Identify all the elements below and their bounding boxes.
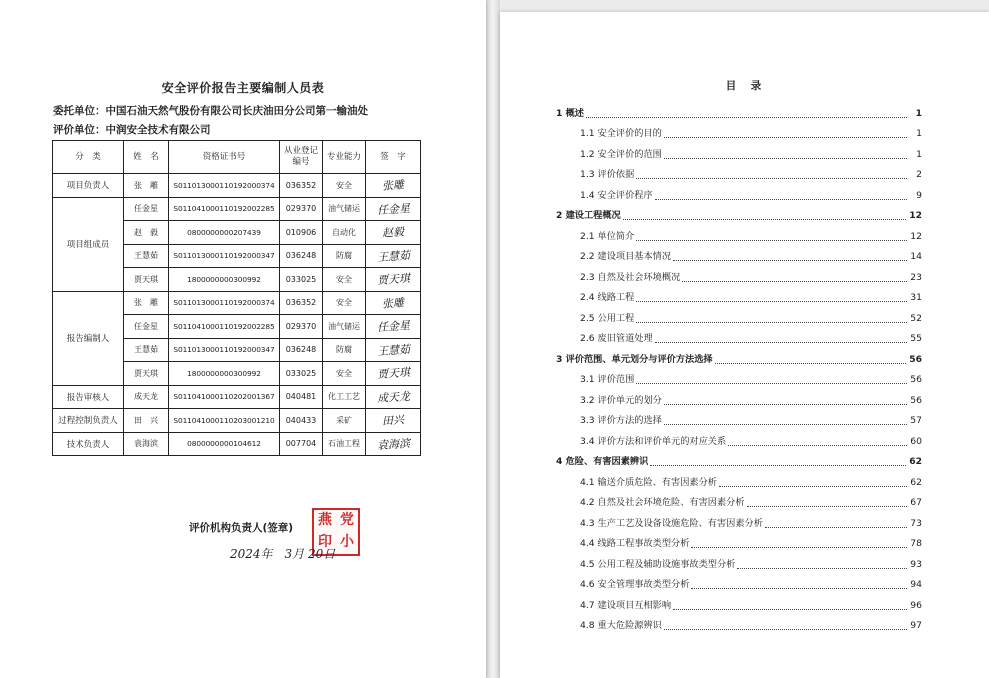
certificate-number: S011041000110192002285 [169,197,280,221]
professional-skill: 防腐 [323,338,366,362]
signature-cell [366,291,421,315]
signing-date: 2024年 3月 20日 [230,547,336,561]
toc-entry-label: 2.1 单位简介 [580,230,635,242]
toc-page-number: 23 [910,271,922,283]
signature-cell [366,385,421,409]
toc-section-entry[interactable] [556,367,922,388]
toc-page-number: 93 [910,558,922,570]
handwritten-signature: 赵毅 [381,225,405,241]
personnel-table [52,140,421,456]
registration-number: 040481 [280,385,323,409]
professional-skill: 化工工艺 [323,385,366,409]
handwritten-signature: 张雕 [381,178,405,194]
toc-entry-label: 4.2 自然及社会环境危险、有害因素分析 [580,497,745,508]
registration-number: 036248 [280,338,323,362]
toc-page-number: 62 [910,476,922,488]
toc-entry-label: 4.1 输送介质危险、有害因素分析 [580,476,717,488]
certificate-number: 1800000000300992 [169,362,280,386]
handwritten-signature: 成天龙 [376,389,410,405]
group-process-control-lead: 过程控制负责人 [53,409,124,433]
signature-cell [366,221,421,245]
toc-leader-dots [664,137,907,138]
toc-page-number: 96 [910,599,922,611]
toc-entry-label: 1.4 安全评价程序 [580,189,653,201]
table-row [53,174,421,198]
toc-chapter-entry[interactable] [556,203,922,224]
toc-section-entry[interactable] [556,469,922,490]
evaluator-unit-line: 评价单位：中润安全技术有限公司 [53,124,211,136]
group-project-lead: 项目负责人 [53,174,124,198]
toc-leader-dots [636,240,907,241]
professional-skill: 石油工程 [323,432,366,456]
certificate-number: S011013000110192000347 [169,244,280,268]
table-header-row [53,141,421,174]
signature-cell [366,409,421,433]
toc-leader-dots [655,199,907,200]
certificate-number: S011013000110192000374 [169,291,280,315]
table-row [53,385,421,409]
signature-cell [366,197,421,221]
professional-skill: 自动化 [323,221,366,245]
toc-page-number: 78 [910,538,922,549]
toc-leader-dots [691,588,907,589]
handwritten-signature: 田兴 [381,413,405,429]
toc-page-number: 1 [916,148,922,160]
toc-section-entry[interactable] [556,428,922,449]
signature-cell [366,174,421,198]
toc-entry-label: 4 危险、有害因素辨识 [556,456,649,467]
certificate-number: 0800000000207439 [169,221,280,245]
certificate-number: 1800000000300992 [169,268,280,292]
toc-entry-label: 4.3 生产工艺及设备设施危险、有害因素分析 [580,517,763,529]
registration-number: 029370 [280,197,323,221]
toc-entry-label: 4.6 安全管理事故类型分析 [580,579,690,590]
toc-leader-dots [664,629,907,630]
toc-leader-dots [664,424,907,425]
professional-skill: 防腐 [323,244,366,268]
signature-cell [366,432,421,456]
person-name: 张 雕 [124,291,169,315]
toc-leader-dots [586,117,907,118]
toc-section-entry[interactable] [556,408,922,429]
toc-chapter-entry[interactable] [556,346,922,367]
toc-section-entry[interactable] [556,244,922,265]
toc-leader-dots [765,527,907,528]
book-gutter [486,0,500,678]
registration-number: 036248 [280,244,323,268]
registration-number: 036352 [280,174,323,198]
toc-leader-dots [715,363,907,364]
seal-char: 燕 [318,512,332,528]
head-signature-label: 评价机构负责人(签章) [189,522,294,534]
table-row [53,197,421,221]
signature-cell [366,244,421,268]
toc-leader-dots [747,506,907,507]
toc-section-entry[interactable] [556,223,922,244]
certificate-number: 0800000000104612 [169,432,280,456]
toc-entry-label: 4.8 重大危险源辨识 [580,620,662,631]
toc-entry-label: 2.2 建设项目基本情况 [580,251,672,262]
group-report-authors: 报告编制人 [53,291,124,385]
signature-cell [366,362,421,386]
signature-cell [366,268,421,292]
toc-entry-label: 1.2 安全评价的范围 [580,148,662,160]
professional-skill: 安全 [323,174,366,198]
toc-leader-dots [673,260,907,261]
handwritten-signature: 贾天琪 [376,272,410,288]
toc-leader-dots [623,219,906,220]
toc-page-number: 12 [910,230,922,242]
toc-title: 目 录 [725,80,764,92]
toc-entry-label: 3 评价范围、单元划分与评价方法选择 [556,353,713,365]
seal-char: 小 [340,534,354,550]
toc-page-number: 9 [916,189,922,201]
professional-skill: 采矿 [323,409,366,433]
person-name: 赵 毅 [124,221,169,245]
toc-entry-label: 3.1 评价范围 [580,374,635,385]
seal-char: 印 [318,534,332,550]
person-name: 田 兴 [124,409,169,433]
header-registration: 从业登记编号 [280,141,323,174]
toc-page-number: 94 [910,579,922,590]
registration-number: 036352 [280,291,323,315]
handwritten-signature: 贾天琪 [376,366,410,382]
toc-section-entry[interactable] [556,141,922,162]
certificate-number: S011041000110203001210 [169,409,280,433]
professional-skill: 安全 [323,291,366,315]
toc-entry-label: 2.6 废旧管道处理 [580,333,653,344]
toc-section-entry[interactable] [556,490,922,511]
toc-leader-dots [655,342,907,343]
toc-entry-label: 1 概述 [556,107,584,119]
person-name: 贾天琪 [124,268,169,292]
toc-section-entry[interactable] [556,121,922,142]
person-name: 王慧茹 [124,244,169,268]
toc-chapter-entry[interactable] [556,100,922,121]
toc-leader-dots [719,486,907,487]
registration-number: 007704 [280,432,323,456]
toc-section-entry[interactable] [556,264,922,285]
toc-leader-dots [682,281,907,282]
person-name: 任金星 [124,197,169,221]
toc-section-entry[interactable] [556,285,922,306]
person-name: 袁海滨 [124,432,169,456]
table-of-contents-page [500,12,989,678]
toc-entry-label: 2.4 线路工程 [580,292,635,303]
toc-page-number: 55 [910,333,922,344]
person-name: 成天龙 [124,385,169,409]
certificate-number: S011013000110192000347 [169,338,280,362]
group-report-reviewer: 报告审核人 [53,385,124,409]
toc-leader-dots [691,547,907,548]
header-name: 姓 名 [124,141,169,174]
group-technical-lead: 技术负责人 [53,432,124,456]
toc-section-entry[interactable] [556,592,922,613]
toc-page-number: 31 [910,292,922,303]
toc-page-number: 56 [909,353,922,365]
toc-section-entry[interactable] [556,305,922,326]
toc-entry-label: 3.3 评价方法的选择 [580,415,662,426]
certificate-number: S011041000110202001367 [169,385,280,409]
toc-page-number: 56 [910,394,922,406]
table-row [53,432,421,456]
page-title: 安全评价报告主要编制人员表 [161,81,325,95]
toc-leader-dots [636,322,907,323]
toc-leader-dots [636,301,907,302]
toc-entry-label: 4.5 公用工程及辅助设施事故类型分析 [580,558,736,570]
registration-number: 033025 [280,268,323,292]
header-certificate: 资格证书号 [169,141,280,174]
toc-page-number: 73 [910,517,922,529]
handwritten-signature: 袁海滨 [376,436,410,452]
toc-entry-label: 2.5 公用工程 [580,312,635,324]
person-name: 任金星 [124,315,169,339]
table-row [53,291,421,315]
toc-page-number: 1 [915,107,922,119]
table-row [53,409,421,433]
toc-page-number: 60 [910,435,922,447]
certificate-number: S011041000110192002285 [169,315,280,339]
signature-cell [366,315,421,339]
handwritten-signature: 王慧茹 [376,248,410,264]
handwritten-signature: 张雕 [381,295,405,311]
header-category: 分 类 [53,141,124,174]
group-project-members: 项目组成员 [53,197,124,291]
toc-section-entry[interactable] [556,572,922,593]
toc-leader-dots [737,568,907,569]
toc-list [556,100,922,633]
toc-entry-label: 1.1 安全评价的目的 [580,128,662,139]
toc-leader-dots [673,609,907,610]
toc-entry-label: 4.7 建设项目互相影响 [580,599,672,611]
toc-section-entry[interactable] [556,613,922,634]
toc-section-entry[interactable] [556,326,922,347]
toc-entry-label: 2.3 自然及社会环境概况 [580,271,681,283]
toc-section-entry[interactable] [556,182,922,203]
person-name: 王慧茹 [124,338,169,362]
header-skill: 专业能力 [323,141,366,174]
toc-page-number: 97 [910,620,922,631]
toc-entry-label: 2 建设工程概况 [556,210,621,221]
certificate-number: S011013000110192000374 [169,174,280,198]
handwritten-signature: 王慧茹 [376,342,410,358]
seal-char: 党 [340,512,354,528]
professional-skill: 安全 [323,268,366,292]
toc-section-entry[interactable] [556,531,922,552]
signature-cell [366,338,421,362]
toc-section-entry[interactable] [556,551,922,572]
professional-skill: 安全 [323,362,366,386]
registration-number: 040433 [280,409,323,433]
handwritten-signature: 任金星 [376,319,410,335]
toc-leader-dots [650,465,906,466]
toc-page-number: 52 [910,312,922,324]
toc-page-number: 1 [916,128,922,139]
professional-skill: 油气储运 [323,315,366,339]
toc-leader-dots [664,158,907,159]
toc-section-entry[interactable] [556,162,922,183]
toc-leader-dots [636,178,907,179]
toc-page-number: 56 [910,374,922,385]
toc-section-entry[interactable] [556,387,922,408]
handwritten-signature: 任金星 [376,201,410,217]
registration-number: 029370 [280,315,323,339]
personnel-page [0,0,486,678]
toc-entry-label: 3.4 评价方法和评价单元的对应关系 [580,435,727,447]
header-signature: 签 字 [366,141,421,174]
toc-page-number: 67 [910,497,922,508]
toc-page-number: 12 [909,210,922,221]
toc-leader-dots [664,404,907,405]
person-name: 贾天琪 [124,362,169,386]
toc-leader-dots [728,445,907,446]
professional-skill: 油气储运 [323,197,366,221]
toc-page-number: 14 [910,251,922,262]
registration-number: 010906 [280,221,323,245]
toc-page-number: 57 [910,415,922,426]
registration-number: 033025 [280,362,323,386]
toc-section-entry[interactable] [556,510,922,531]
toc-chapter-entry[interactable] [556,449,922,470]
person-name: 张 雕 [124,174,169,198]
toc-page-number: 62 [909,456,922,467]
toc-entry-label: 4.4 线路工程事故类型分析 [580,538,690,549]
toc-page-number: 2 [916,169,922,180]
toc-entry-label: 3.2 评价单元的划分 [580,394,662,406]
toc-leader-dots [636,383,907,384]
toc-entry-label: 1.3 评价依据 [580,169,635,180]
client-unit-line: 委托单位：中国石油天然气股份有限公司长庆油田分公司第一输油处 [53,105,368,117]
